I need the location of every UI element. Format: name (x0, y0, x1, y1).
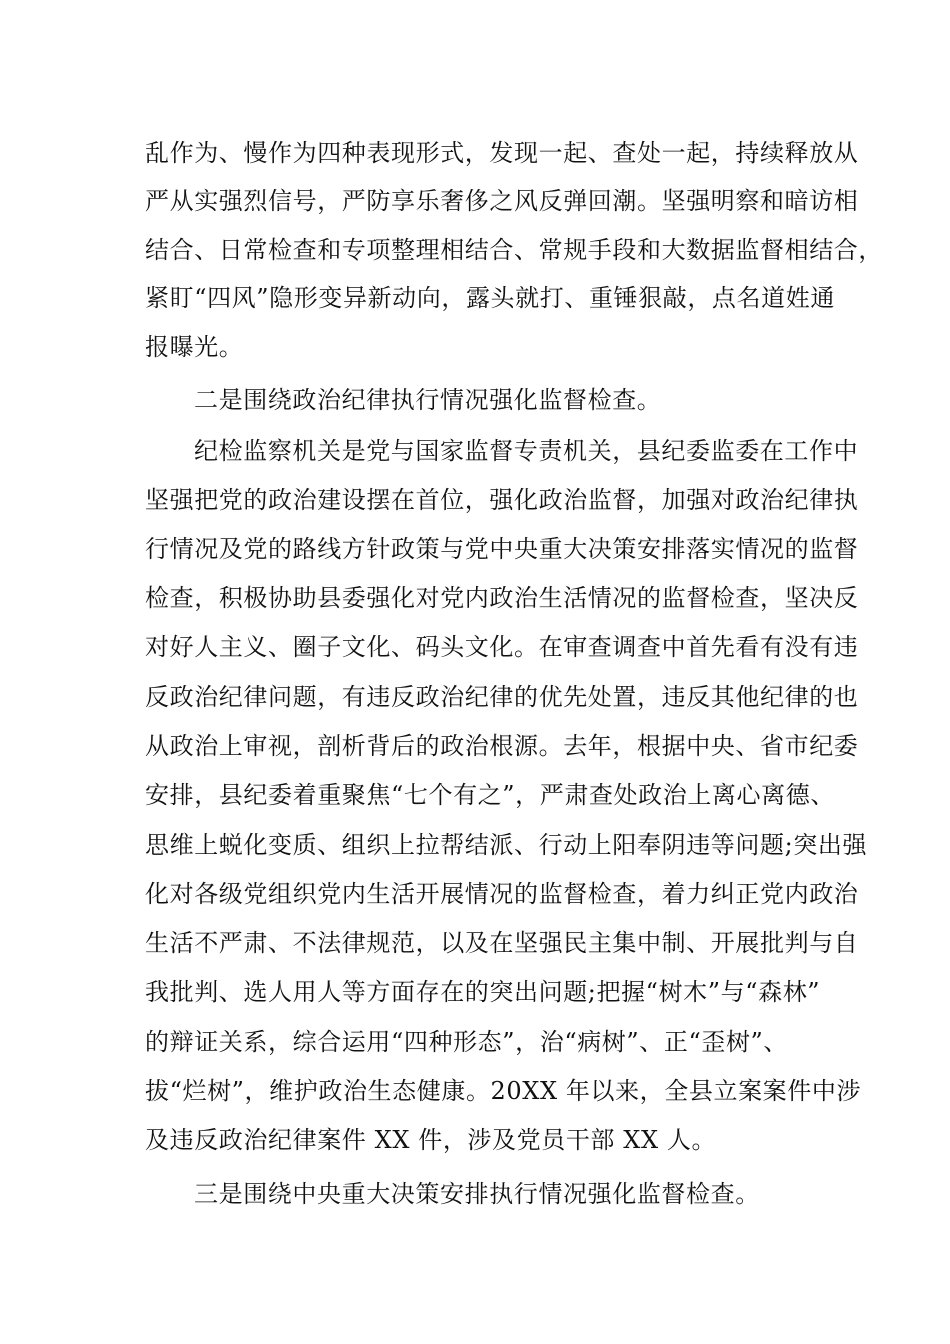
text-line: 安排，县纪委着重聚焦“七个有之”，严肃查处政治上离心离德、 (145, 781, 835, 809)
text-line: 严从实强烈信号，严防享乐奢侈之风反弹回潮。坚强明察和暗访相 (145, 187, 859, 215)
text-line: 拔“烂树”，维护政治生态健康。20XX 年以来，全县立案案件中涉 (145, 1077, 862, 1105)
text-line: 及违反政治纪律案件 XX 件，涉及党员干部 XX 人。 (145, 1126, 717, 1154)
text-line: 检查，积极协助县委强化对党内政治生活情况的监督检查，坚决反 (145, 584, 859, 612)
text-line: 生活不严肃、不法律规范，以及在坚强民主集中制、开展批判与自 (145, 929, 859, 957)
text-line: 结合、日常检查和专项整理相结合、常规手段和大数据监督相结合， (145, 236, 883, 264)
text-line: 从政治上审视，剖析背后的政治根源。去年，根据中央、省市纪委 (145, 732, 859, 760)
text-line: 对好人主义、圈子文化、码头文化。在审查调查中首先看有没有违 (145, 633, 859, 661)
text-line: 坚强把党的政治建设摆在首位，强化政治监督，加强对政治纪律执 (145, 486, 859, 514)
section-heading-2: 二是围绕政治纪律执行情况强化监督检查。 (194, 386, 662, 414)
text-line: 纪检监察机关是党与国家监督专责机关，县纪委监委在工作中 (194, 437, 859, 465)
text-line: 我批判、选人用人等方面存在的突出问题;把握“树木”与“森林” (145, 978, 821, 1006)
text-line: 行情况及党的路线方针政策与党中央重大决策安排落实情况的监督 (145, 535, 859, 563)
text-line: 乱作为、慢作为四种表现形式，发现一起、查处一起，持续释放从 (145, 139, 859, 167)
text-line: 化对各级党组织党内生活开展情况的监督检查，着力纠正党内政治 (145, 880, 859, 908)
text-line: 反政治纪律问题，有违反政治纪律的优先处置，违反其他纪律的也 (145, 683, 859, 711)
text-line: 的辩证关系，综合运用“四种形态”，治“病树”、正“歪树”、 (145, 1028, 789, 1056)
text-line: 紧盯“四风”隐形变异新动向，露头就打、重锤狠敲，点名道姓通 (145, 284, 835, 312)
section-heading-3: 三是围绕中央重大决策安排执行情况强化监督检查。 (194, 1180, 760, 1208)
text-line: 思维上蜕化变质、组织上拉帮结派、行动上阳奉阴违等问题;突出强 (145, 831, 868, 859)
text-line: 报曝光。 (145, 333, 244, 361)
